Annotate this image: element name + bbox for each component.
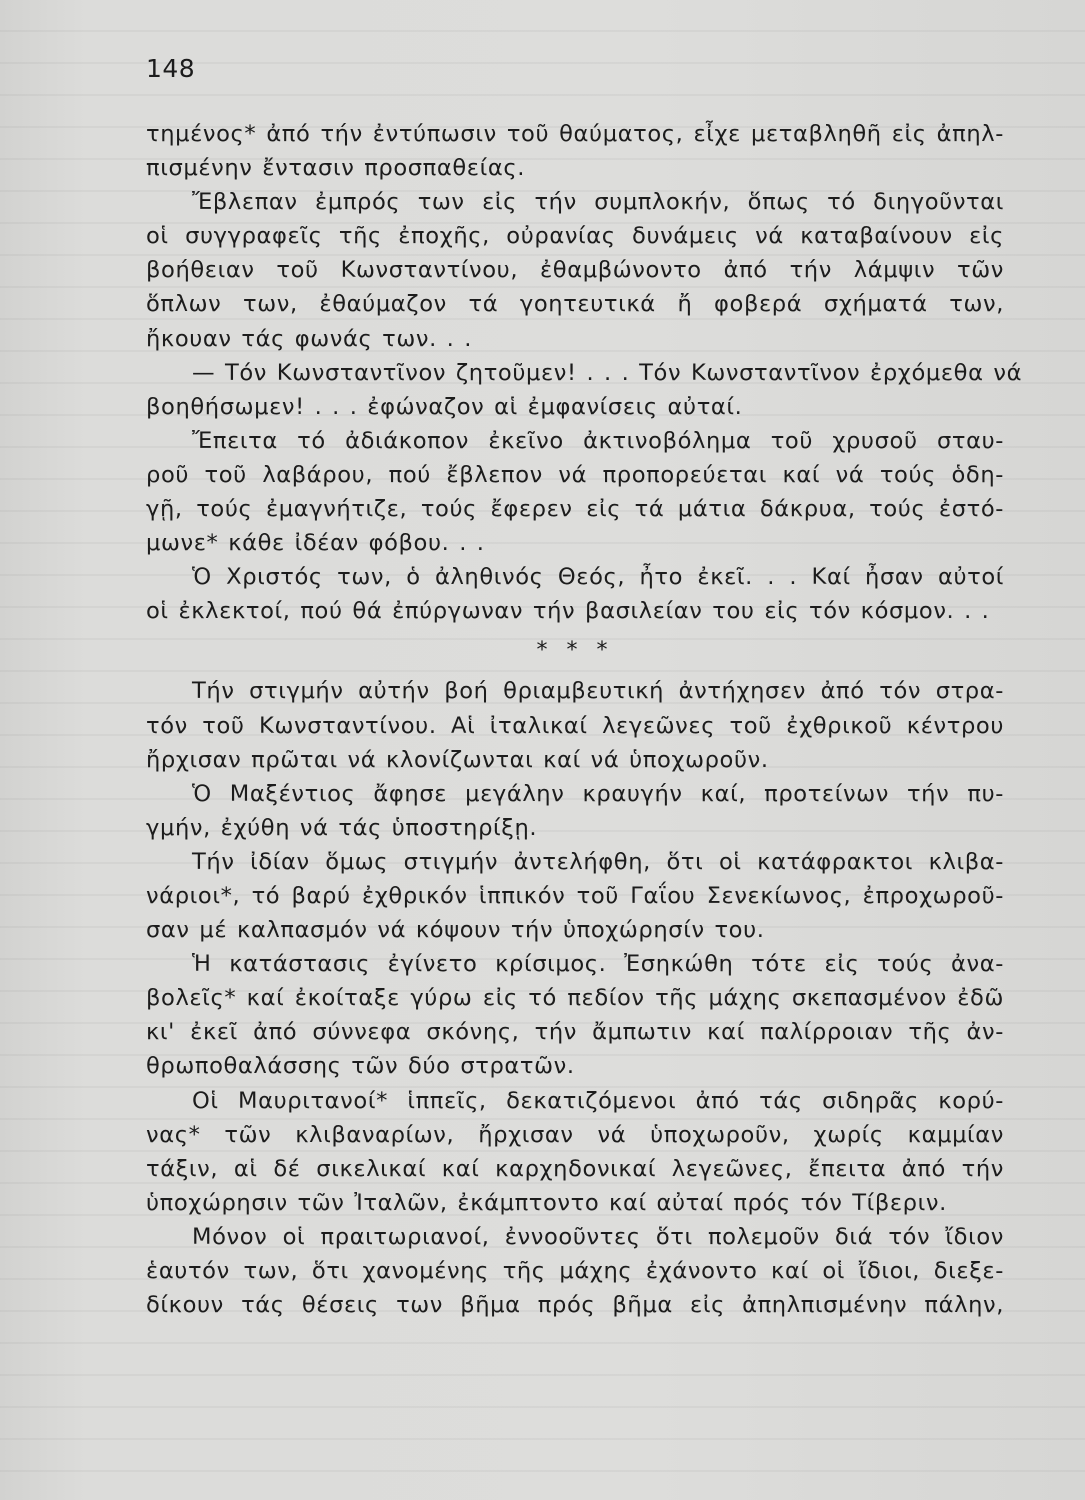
text-line: ἤρχισαν πρῶται νά κλονίζωνται καί νά ὑποχωροῦν. [146,746,769,773]
text-line: οἱ συγγραφεῖς τῆς ἐποχῆς, οὐρανίας δυνάμεις νά καταβαίνουν εἰς [146,223,1004,250]
text-line: Τήν ἰδίαν ὅμως στιγμήν ἀντελήφθη, ὅτι οἱ κατάφρακτοι κλιβα- [192,848,1004,875]
text-line: βολεῖς* καί ἐκοίταξε γύρω εἰς τό πεδίον τῆς μάχης σκεπασμένον ἐδῶ [146,985,1004,1012]
text-line: μωνε* κάθε ἰδέαν φόβου. . . [146,530,485,557]
body-text [146,117,1023,1322]
text-block-after-separator [146,674,1004,1322]
text-line: βοήθειαν τοῦ Κωνσταντίνου, ἐθαμβώνοντο ἀπό τήν λάμψιν τῶν [146,257,1004,284]
text-line: νας* τῶν κλιβαναρίων, ἤρχισαν νά ὑποχωροῦν, χωρίς καμμίαν [146,1121,1004,1148]
text-line: βοηθήσωμεν! . . . ἐφώναζον αἱ ἐμφανίσεις αὐταί. [146,393,743,420]
text-line: γμήν, ἐχύθη νά τάς ὑποστηρίξῃ. [146,814,538,841]
text-line: Ὁ Μαξέντιος ἄφησε μεγάλην κραυγήν καί, προτείνων τήν πυ- [192,780,1004,807]
text-block-before-separator [146,117,1023,628]
text-line: Ἡ κατάστασις ἐγίνετο κρίσιμος. Ἐσηκώθη τότε εἰς τούς ἀνα- [192,951,1004,978]
text-line: κι' ἐκεῖ ἀπό σύννεφα σκόνης, τήν ἄμπωτιν καί παλίρροιαν τῆς ἀν- [146,1019,1004,1046]
text-line: τάξιν, αἱ δέ σικελικαί καί καρχηδονικαί λεγεῶνες, ἔπειτα ἀπό τήν [146,1155,1004,1182]
text-line: πισμένην ἔντασιν προσπαθείας. [146,155,525,182]
text-line: τημένος* ἀπό τήν ἐντύπωσιν τοῦ θαύματος, εἶχε μεταβληθῆ εἰς ἀπηλ- [146,121,1004,147]
text-line: σαν μέ καλπασμόν νά κόψουν τήν ὑποχώρησίν του. [146,917,765,944]
text-line: ροῦ τοῦ λαβάρου, πού ἔβλεπον νά προπορεύεται καί νά τούς ὁδη- [146,461,1004,488]
text-line: θρωποθαλάσσης τῶν δύο στρατῶν. [146,1053,575,1080]
section-separator: * * * [536,638,614,664]
text-line: ἑαυτόν των, ὅτι χανομένης τῆς μάχης ἐχάνοντο καί οἱ ἴδιοι, διεξε- [146,1258,1004,1284]
text-line: Μόνον οἱ πραιτωριανοί, ἐννοοῦντες ὅτι πολεμοῦν διά τόν ἴδιον [192,1223,1004,1250]
text-line: ὑποχώρησιν τῶν Ἰταλῶν, ἐκάμπτοντο καί αὐταί πρός τόν Τίβεριν. [146,1189,947,1216]
text-line: ἤκουαν τάς φωνάς των. . . [146,325,472,352]
page-number: 148 [146,54,196,83]
text-line: γῇ, τούς ἐμαγνήτιζε, τούς ἔφερεν εἰς τά μάτια δάκρυα, τούς ἐστό- [146,496,1004,523]
text-line: Ἔβλεπαν ἐμπρός των εἰς τήν συμπλοκήν, ὅπως τό διηγοῦνται [192,189,1004,216]
text-line: Οἱ Μαυριτανοί* ἱππεῖς, δεκατιζόμενοι ἀπό τάς σιδηρᾶς κορύ- [192,1087,1004,1114]
text-line: τόν τοῦ Κωνσταντίνου. Αἱ ἰταλικαί λεγεῶνες τοῦ ἐχθρικοῦ κέντρου [146,712,1004,739]
text-line: δίκουν τάς θέσεις των βῆμα πρός βῆμα εἰς ἀπηλπισμένην πάλην, [146,1292,1004,1319]
text-line: ὅπλων των, ἐθαύμαζον τά γοητευτικά ἤ φοβερά σχήματά των, [146,291,1004,318]
text-line: οἱ ἐκλεκτοί, πού θά ἐπύργωναν τήν βασιλείαν του εἰς τόν κόσμον. . . [146,598,990,625]
text-line: Ὁ Χριστός των, ὁ ἀληθινός Θεός, ἦτο ἐκεῖ. . . Καί ἦσαν αὐτοί [192,564,1004,591]
text-line: Τήν στιγμήν αὐτήν βοή θριαμβευτική ἀντήχησεν ἀπό τόν στρα- [192,678,1004,705]
text-line: — Τόν Κωνσταντῖνον ζητοῦμεν! . . . Τόν Κωνσταντῖνον ἐρχόμεθα νά [192,359,1023,386]
text-line: Ἔπειτα τό ἀδιάκοπον ἐκεῖνο ἀκτινοβόλημα τοῦ χρυσοῦ σταυ- [192,427,1004,454]
text-line: νάριοι*, τό βαρύ ἐχθρικόν ἱππικόν τοῦ Γαΐου Σενεκίωνος, ἐπροχωροῦ- [146,882,1004,909]
